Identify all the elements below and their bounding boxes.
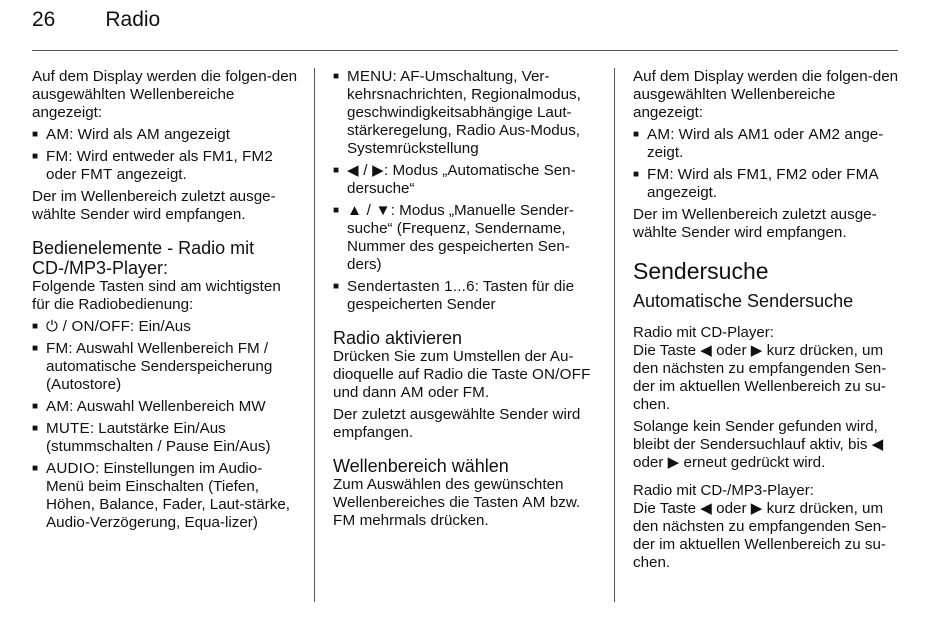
controls-heading: Bedienelemente - Radio mit CD-/MP3-Player:	[32, 238, 255, 278]
list-item: ■ ▲ / ▼: Modus „Manuelle Sender-suche“ (Frequenz, Sendername, Nummer des gespeicherten Sen-ders)	[333, 202, 601, 274]
list-item: ■ AM: Wird als AM1 oder AM2 ange-zeigt.	[633, 126, 903, 162]
list-item: ■ AUDIO: Einstellungen im Audio-Menü beim Einschalten (Tiefen, Höhen, Balance, Fader, Laut-stärke, Audio-Verzögerung, Equa-lizer)	[32, 460, 300, 532]
list-item: ■ ◀ / ▶: Modus „Automatische Sen-dersuche“	[333, 162, 601, 198]
page-header	[32, 8, 160, 38]
list-item: ■ ⏻ / ON/OFF: Ein/Aus	[32, 318, 300, 336]
last-station-text: Der im Wellenbereich zuletzt ausge-wählte Sender wird empfangen.	[633, 206, 877, 241]
controls-list-continued	[333, 68, 601, 314]
band-heading: Wellenbereich wählen	[333, 456, 509, 476]
mp3-player-text: Die Taste ◀ oder ▶ kurz drücken, um den nächsten zu empfangenden Sen-der im aktuellen Wellenbereich zu su-chen.	[633, 500, 887, 571]
cd-player-text-2: Solange kein Sender gefunden wird, bleibt der Sendersuchlauf aktiv, bis ◀ oder ▶ erneut gedrückt wird.	[633, 418, 884, 471]
column-divider-1	[314, 68, 315, 602]
list-item: ■ FM: Auswahl Wellenbereich FM / automatische Senderspeicherung (Autostore)	[32, 340, 300, 394]
column-2	[333, 68, 601, 534]
column-1	[32, 68, 300, 536]
list-item: ■ MENU: AF-Umschaltung, Ver-kehrsnachrichten, Regionalmodus, geschwindigkeitsabhängige Laut-stärkeregelung, Radio Aus-Modus, Systemrückstellung	[333, 68, 601, 158]
cd-player-heading: Radio mit CD-Player:	[633, 324, 774, 341]
column-divider-2	[614, 68, 615, 602]
cd-player-text: Die Taste ◀ oder ▶ kurz drücken, um den nächsten zu empfangenden Sen-der im aktuellen Wellenbereich zu su-chen.	[633, 342, 887, 413]
list-item: ■ AM: Wird als AM angezeigt	[32, 126, 300, 144]
controls-list	[32, 318, 300, 532]
activate-text-2: Der zuletzt ausgewählte Sender wird empfangen.	[333, 406, 581, 441]
band-display-list	[32, 126, 300, 184]
band-display-intro: Auf dem Display werden die folgen-den ausgewählten Wellenbereiche angezeigt:	[32, 68, 298, 121]
list-item: ■ MUTE: Lautstärke Ein/Aus (stummschalten / Pause Ein/Aus)	[32, 420, 300, 456]
page-number: 26	[32, 8, 56, 31]
last-station-text: Der im Wellenbereich zuletzt ausge-wählte Sender wird empfangen.	[32, 188, 276, 223]
auto-search-heading: Automatische Sendersuche	[633, 291, 854, 311]
search-heading: Sendersuche	[633, 258, 769, 284]
list-item: ■ AM: Auswahl Wellenbereich MW	[32, 398, 300, 416]
controls-intro: Folgende Tasten sind am wichtigsten für die Radiobedienung:	[32, 278, 281, 313]
mp3-player-heading: Radio mit CD-/MP3-Player:	[633, 482, 814, 499]
page-title: Radio	[105, 8, 161, 31]
activate-text: Drücken Sie zum Umstellen der Au-dioquelle auf Radio die Taste ON/OFF und dann AM oder FM.	[333, 348, 591, 401]
list-item: ■ FM: Wird als FM1, FM2 oder FMA angezeigt.	[633, 166, 903, 202]
activate-heading: Radio aktivieren	[333, 328, 463, 348]
band-display-list	[633, 126, 903, 202]
band-text: Zum Auswählen des gewünschten Wellenbereiches die Tasten AM bzw. FM mehrmals drücken.	[333, 476, 581, 529]
band-display-intro: Auf dem Display werden die folgen-den ausgewählten Wellenbereiche angezeigt:	[633, 68, 899, 121]
header-divider	[32, 50, 898, 51]
list-item: ■ Sendertasten 1...6: Tasten für die gespeicherten Sender	[333, 278, 601, 314]
column-3	[633, 68, 903, 576]
list-item: ■ FM: Wird entweder als FM1, FM2 oder FMT angezeigt.	[32, 148, 300, 184]
